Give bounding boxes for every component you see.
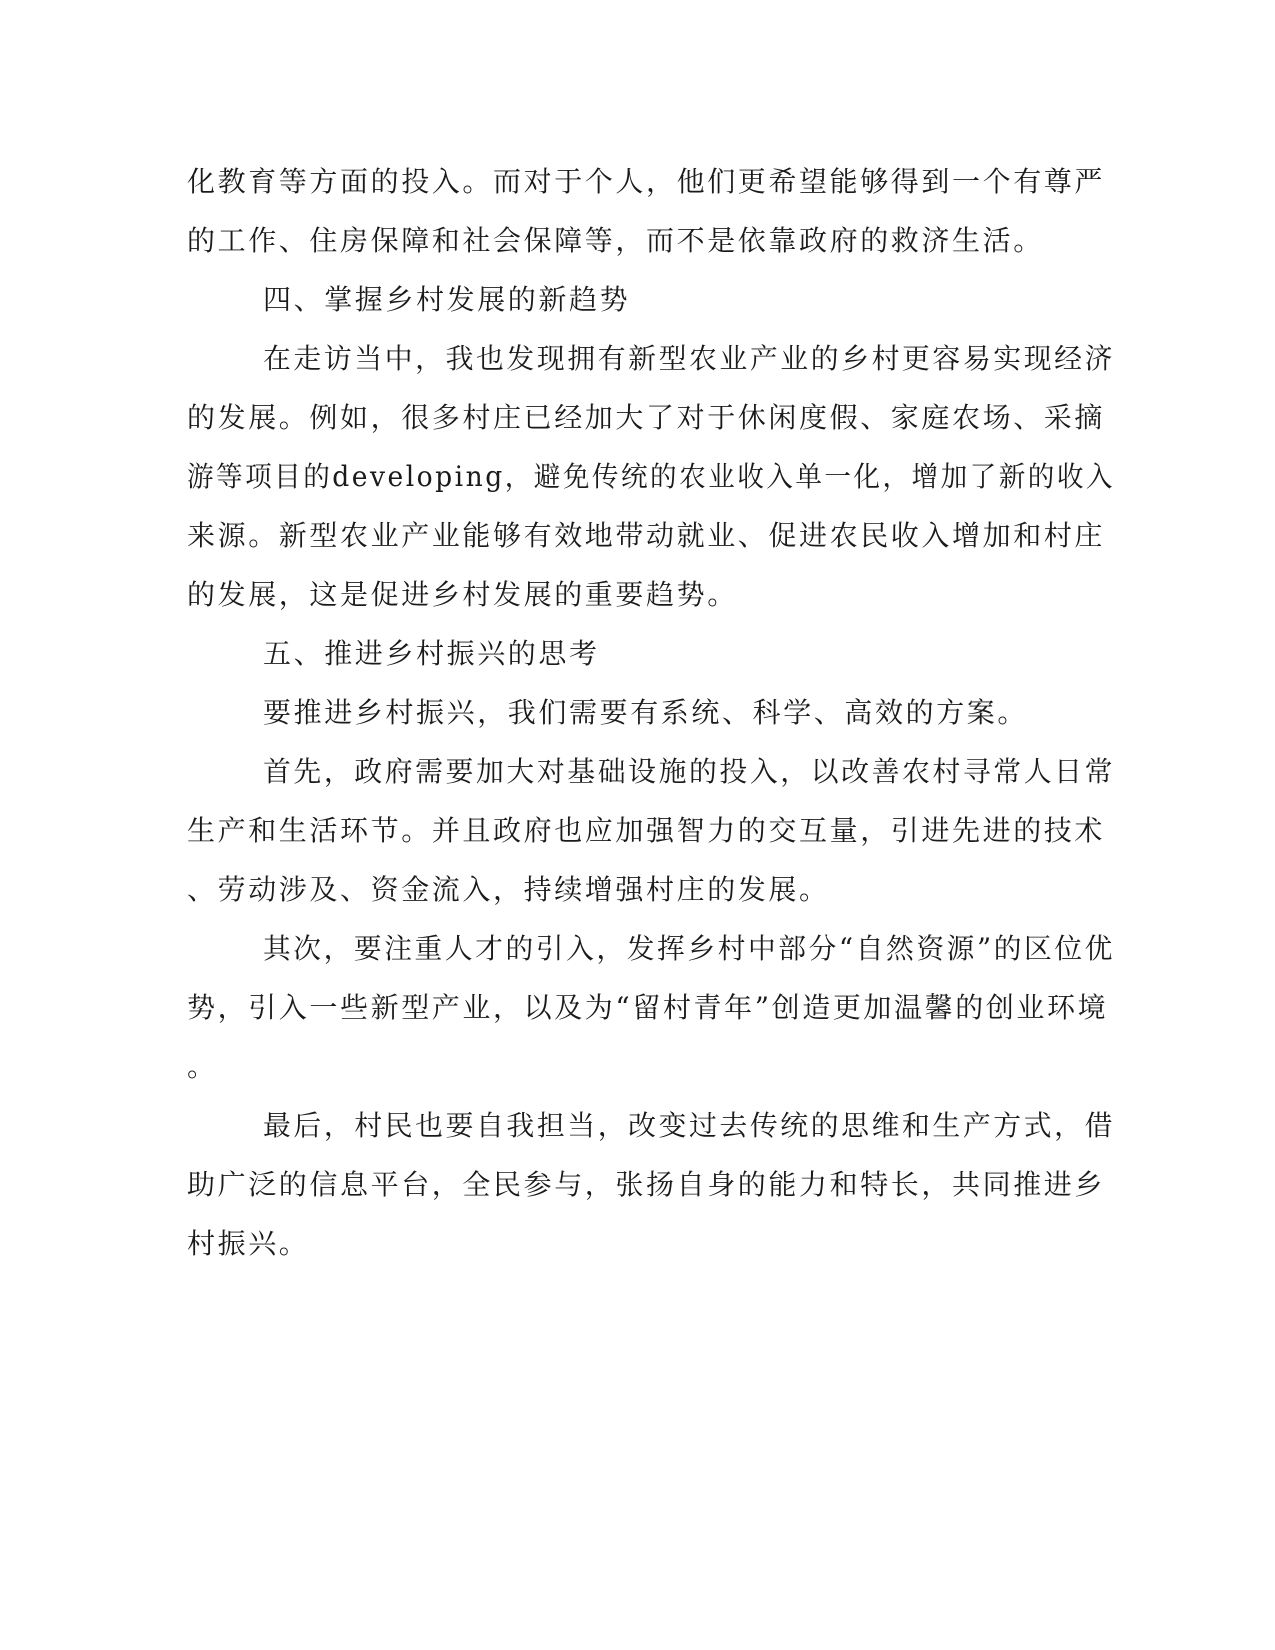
text-line: [0, 221, 1275, 261]
section-heading: [0, 280, 1275, 320]
line-text: 首先，政府需要加大对基础设施的投入，以改善农村寻常人日常: [263, 755, 1116, 788]
text-line: [0, 870, 1275, 910]
text-line: [0, 988, 1275, 1028]
line-text: 来源。新型农业产业能够有效地带动就业、促进农民收入增加和村庄: [187, 519, 1106, 552]
line-text: 势，引入一些新型产业，以及为“留村青年”创造更加温馨的创业环境: [187, 991, 1109, 1024]
line-text: 的发展。例如，很多村庄已经加大了对于休闲度假、家庭农场、采摘: [187, 401, 1106, 434]
line-text: 助广泛的信息平台，全民参与，张扬自身的能力和特长，共同推进乡: [187, 1168, 1106, 1201]
text-line: [0, 398, 1275, 438]
text-line: [0, 162, 1275, 202]
line-text: 化教育等方面的投入。而对于个人，他们更希望能够得到一个有尊严: [187, 165, 1106, 198]
text-line: [0, 693, 1275, 733]
line-text: 最后，村民也要自我担当，改变过去传统的思维和生产方式，借: [263, 1109, 1116, 1142]
line-text: 的工作、住房保障和社会保障等，而不是依靠政府的救济生活。: [187, 224, 1044, 257]
line-text: 村振兴。: [187, 1227, 310, 1260]
text-line: [0, 1047, 1275, 1087]
line-text: 生产和生活环节。并且政府也应加强智力的交互量，引进先进的技术: [187, 814, 1106, 847]
text-line: [0, 575, 1275, 615]
line-text: 、劳动涉及、资金流入，持续增强村庄的发展。: [187, 873, 830, 906]
line-text: 。: [187, 1050, 218, 1083]
heading-text: 四、掌握乡村发展的新趋势: [263, 283, 631, 316]
heading-text: 五、推进乡村振兴的思考: [263, 637, 600, 670]
line-text: 其次，要注重人才的引入，发挥乡村中部分“自然资源”的区位优: [263, 932, 1115, 965]
text-line: [0, 1165, 1275, 1205]
line-text: 要推进乡村振兴，我们需要有系统、科学、高效的方案。: [263, 696, 1029, 729]
text-line: [0, 339, 1275, 379]
text-line: [0, 1106, 1275, 1146]
text-line: [0, 516, 1275, 556]
text-line: [0, 929, 1275, 969]
section-heading: [0, 634, 1275, 674]
line-text: 在走访当中，我也发现拥有新型农业产业的乡村更容易实现经济: [263, 342, 1116, 375]
line-text: 的发展，这是促进乡村发展的重要趋势。: [187, 578, 738, 611]
text-line: [0, 457, 1275, 497]
text-line: [0, 811, 1275, 851]
line-text: 游等项目的developing，避免传统的农业收入单一化，增加了新的收入: [187, 460, 1115, 493]
text-line: [0, 752, 1275, 792]
text-line: [0, 1224, 1275, 1264]
